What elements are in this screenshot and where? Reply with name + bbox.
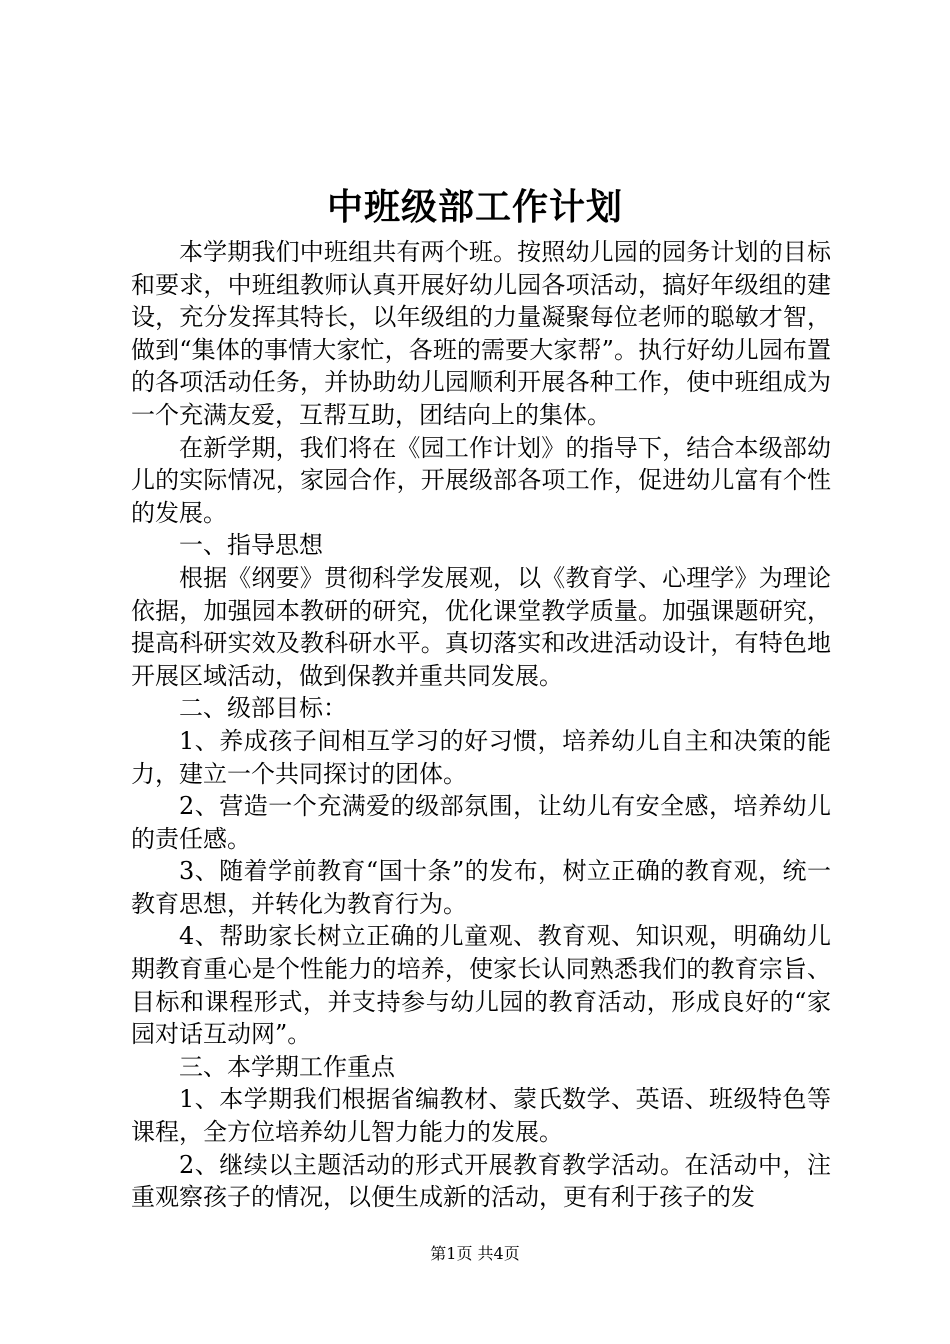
document-body: [131, 236, 831, 1214]
page-footer: 第1页 共4页: [430, 1244, 520, 1263]
paragraph-intro: 本学期我们中班组共有两个班。按照幼儿园的园务计划的目标和要求，中班组教师认真开展好幼儿园各项活动，搞好年级组的建设，充分发挥其特长，以年级组的力量凝聚每位老师的聪敏才智，做到“集体的事情大家忙，各班的需要大家帮”。执行好幼儿园布置的各项活动任务，并协助幼儿园顺利开展各种工作，使中班组成为一个充满友爱，互帮互助，团结向上的集体。: [131, 238, 831, 429]
list-item-goal-4: 4、帮助家长树立正确的儿童观、教育观、知识观，明确幼儿期教育重心是个性能力的培养，使家长认同熟悉我们的教育宗旨、目标和课程形式，并支持参与幼儿园的教育活动，形成良好的“家园对话互动网”。: [131, 922, 831, 1049]
section-heading-guiding-ideology: 一、指导思想: [179, 531, 323, 560]
list-item-goal-2: 2、营造一个充满爱的级部氛围，让幼儿有安全感，培养幼儿的责任感。: [131, 792, 831, 853]
section-heading-key-work: 三、本学期工作重点: [179, 1052, 395, 1081]
list-item-key-work-1: 1、本学期我们根据省编教材、蒙氏数学、英语、班级特色等课程，全方位培养幼儿智力能力的发展。: [131, 1085, 831, 1147]
list-item-key-work-2: 2、继续以主题活动的形式开展教育教学活动。在活动中，注重观察孩子的情况，以便生成新的活动，更有利于孩子的发: [131, 1150, 831, 1212]
document-title: 中班级部工作计划: [326, 186, 623, 228]
list-item-goal-1: 1、养成孩子间相互学习的好习惯，培养幼儿自主和决策的能力，建立一个共同探讨的团体。: [131, 726, 831, 788]
paragraph-guiding-ideology: 根据《纲要》贯彻科学发展观，以《教育学、心理学》为理论依据，加强园本教研的研究，优化课堂教学质量。加强课题研究，提高科研实效及教科研水平。真切落实和改进活动设计，有特色地开展区域活动，做到保教并重共同发展。: [131, 563, 831, 690]
paragraph-new-term: 在新学期，我们将在《园工作计划》的指导下，结合本级部幼儿的实际情况，家园合作，开展级部各项工作，促进幼儿富有个性的发展。: [131, 433, 831, 527]
section-heading-goals: 二、级部目标：: [179, 694, 347, 723]
list-item-goal-3: 3、随着学前教育“国十条”的发布，树立正确的教育观，统一教育思想，并转化为教育行为。: [131, 857, 831, 918]
